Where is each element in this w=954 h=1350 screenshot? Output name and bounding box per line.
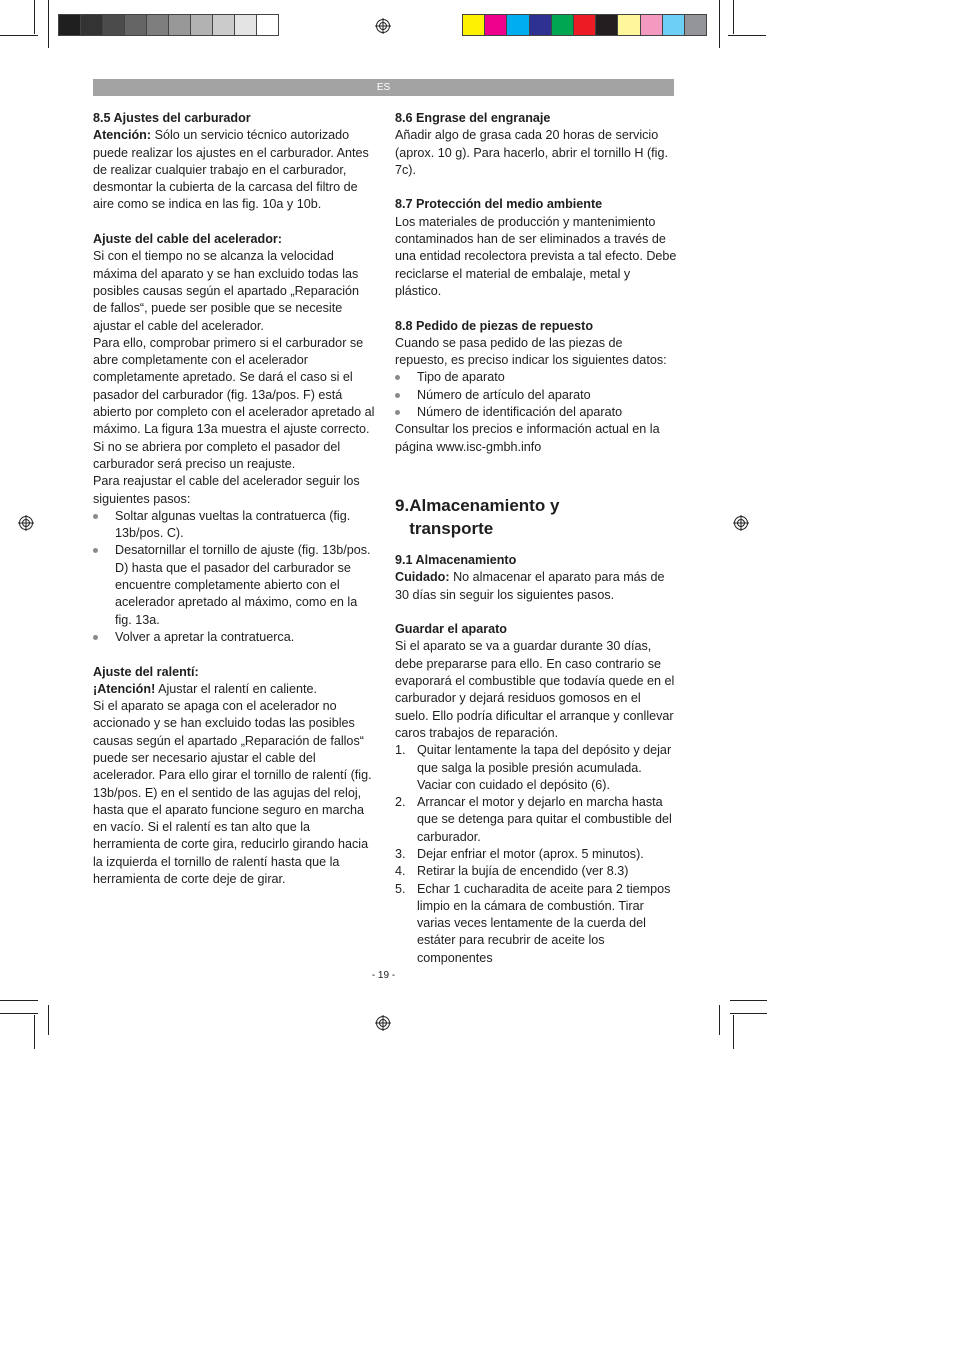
store-steps-list xyxy=(395,742,677,967)
color-swatch xyxy=(662,14,685,36)
color-swatch xyxy=(102,14,125,36)
crop-mark xyxy=(730,1013,767,1014)
section-9-1-text xyxy=(395,569,677,604)
idle-paragraph: Si el aparato se apaga con el acelerador no accionado y se han excluido todas las posibles causas según el apartado „Reparación de fallos“ puede ser necesario ajustar el cable del acelerador. Para ello girar el tornillo de ralentí (fig. 13b/pos. E) en el sentido de las agujas del reloj, hasta que el aparato funcione seguro en marcha en vacío. Si el ralentí es tan alto que la herramienta de corte gira, reducirlo girando hacia la izquierda el tornillo de ralentí hasta que la herramienta de corte deje de girar. xyxy=(93,699,372,887)
crop-mark xyxy=(48,1005,49,1035)
registration-mark-icon xyxy=(375,18,391,34)
list-item xyxy=(395,794,677,846)
color-swatch xyxy=(595,14,618,36)
crop-mark xyxy=(48,0,49,48)
list-item: Volver a apretar la contratuerca. xyxy=(93,629,375,646)
section-8-8-text: Cuando se pasa pedido de las piezas de repuesto, es preciso indicar los siguientes datos: xyxy=(395,335,667,368)
color-swatch xyxy=(462,14,485,36)
color-swatch xyxy=(506,14,529,36)
step-text: Retirar la bujía de encendido (ver 8.3) xyxy=(417,864,629,879)
list-item xyxy=(395,846,677,863)
step-number: 3. xyxy=(395,846,406,861)
crop-mark xyxy=(733,0,734,34)
crop-mark xyxy=(34,0,35,34)
list-item: Desatornillar el tornillo de ajuste (fig. 13b/pos. D) hasta que el pasador del carburador se encuentre completamente abierto con el acelerador apretado al máximo, como en la fig. 13a. xyxy=(93,542,375,628)
crop-mark xyxy=(730,1000,767,1001)
step-number: 1. xyxy=(395,743,406,758)
crop-mark xyxy=(719,0,720,48)
spare-parts-list xyxy=(395,369,677,421)
caution-text: No almacenar el aparato para más de 30 días sin seguir los siguientes pasos. xyxy=(395,570,665,602)
crop-mark xyxy=(0,35,38,36)
language-code: ES xyxy=(376,82,391,93)
step-text: Arrancar el motor y dejarlo en marcha hasta que se detenga para quitar el combustible del carburador. xyxy=(417,795,672,844)
list-item xyxy=(395,881,677,967)
section-8-5-text xyxy=(93,127,375,213)
step-number: 5. xyxy=(395,881,406,896)
color-swatch xyxy=(146,14,169,36)
left-column xyxy=(93,110,375,888)
chapter-9-heading xyxy=(395,494,677,540)
color-swatch xyxy=(573,14,596,36)
crop-mark xyxy=(0,1000,38,1001)
color-swatch xyxy=(617,14,640,36)
color-swatch xyxy=(640,14,663,36)
attention-label: Atención: xyxy=(93,128,152,143)
section-8-7-title: 8.7 Protección del medio ambiente xyxy=(395,197,603,212)
right-column xyxy=(395,110,677,967)
language-bar xyxy=(93,79,674,96)
step-number: 4. xyxy=(395,864,406,879)
cable-paragraph-3: Para reajustar el cable del acelerador seguir los siguientes pasos: xyxy=(93,474,360,506)
caution-label: Cuidado: xyxy=(395,570,450,585)
color-swatch xyxy=(212,14,235,36)
color-swatch xyxy=(190,14,213,36)
list-item: Soltar algunas vueltas la contratuerca (fig. 13b/pos. C). xyxy=(93,508,375,543)
attention-text: Sólo un servicio técnico autorizado puede realizar los ajustes en el carburador. Antes de realizar cualquier trabajo en el carburador, desmontar la cubierta de la carcasa del filtro de aire como se indica en las fig. 10a y 10b. xyxy=(93,128,369,212)
registration-mark-icon xyxy=(375,1015,391,1031)
section-8-8-title: 8.8 Pedido de piezas de repuesto xyxy=(395,318,594,333)
registration-mark-icon xyxy=(18,515,34,531)
list-item: Número de artículo del aparato xyxy=(395,387,677,404)
section-8-6-title: 8.6 Engrase del engranaje xyxy=(395,111,551,125)
cable-title: Ajuste del cable del acelerador: xyxy=(93,232,282,247)
chapter-number: 9. xyxy=(395,495,410,515)
step-number: 2. xyxy=(395,795,406,810)
color-swatch xyxy=(684,14,707,36)
cable-steps-list xyxy=(93,508,375,646)
crop-mark xyxy=(719,1005,720,1035)
step-text: Quitar lentamente la tapa del depósito y dejar que salga la posible presión acumulada. Vaciar con cuidado el depósito (6). xyxy=(417,743,672,792)
color-swatch xyxy=(124,14,147,36)
section-8-6-text: Añadir algo de grasa cada 20 horas de servicio (aprox. 10 g). Para hacerlo, abrir el tornillo H (fig. 7c). xyxy=(395,128,668,177)
color-calibration-strip xyxy=(462,14,706,36)
color-swatch xyxy=(529,14,552,36)
list-item xyxy=(395,742,677,794)
crop-mark xyxy=(733,1015,734,1049)
crop-mark xyxy=(0,1013,38,1014)
color-swatch xyxy=(551,14,574,36)
idle-attention xyxy=(93,681,375,698)
registration-mark-icon xyxy=(733,515,749,531)
crop-mark xyxy=(728,35,766,36)
cable-paragraph-2: Para ello, comprobar primero si el carburador se abre completamente con el acelerador completamente apretado. Se dará el caso si el pasador del carburador (fig. 13a/pos. F) está abierto por completo con el acelerador apretado al máximo. La figura 13a muestra el ajuste correcto. Si no se abriera por completo el pasador del carburador será preciso un reajuste. xyxy=(93,335,375,471)
store-title: Guardar el aparato xyxy=(395,622,507,637)
list-item: Número de identificación del aparato xyxy=(395,404,677,421)
chapter-title: Almacenamiento y transporte xyxy=(409,495,560,538)
section-9-1-title: 9.1 Almacenamiento xyxy=(395,552,517,567)
color-swatch xyxy=(168,14,191,36)
section-8-8-footer: Consultar los precios e información actual en la página www.isc-gmbh.info xyxy=(395,422,660,454)
crop-mark xyxy=(34,1015,35,1049)
store-text: Si el aparato se va a guardar durante 30 días, debe prepararse para ello. En caso contrario se evaporará el combustible que todavía quede en el carburador y dejará residuos gomosos en el suelo. Ello podría dificultar el arranque y conllevar caros trabajos de reparación. xyxy=(395,639,675,740)
list-item xyxy=(395,863,677,880)
page-number: - 19 - xyxy=(371,970,396,981)
attention-text: Ajustar el ralentí en caliente. xyxy=(155,681,317,696)
color-swatch xyxy=(256,14,279,36)
list-item: Tipo de aparato xyxy=(395,369,677,386)
step-text: Dejar enfriar el motor (aprox. 5 minutos). xyxy=(417,846,644,861)
attention-label: ¡Atención! xyxy=(93,681,156,696)
section-8-7-text: Los materiales de producción y mantenimiento contaminados han de ser eliminados a través de una entidad recolectora prevista a tal efecto. Debe reciclarse el material de embalaje, metal y plástico. xyxy=(395,214,677,298)
color-swatch xyxy=(80,14,103,36)
cable-paragraph-1: Si con el tiempo no se alcanza la velocidad máxima del aparato y se han excluido todas las posibles causas según el apartado „Reparación de fallos“, puede ser posible que se necesite ajustar el cable del acelerador. xyxy=(93,249,360,333)
color-swatch xyxy=(484,14,507,36)
color-swatch xyxy=(58,14,81,36)
idle-title: Ajuste del ralentí: xyxy=(93,664,199,679)
section-8-5-title: 8.5 Ajustes del carburador xyxy=(93,111,251,125)
step-text: Echar 1 cucharadita de aceite para 2 tiempos limpio en la cámara de combustión. Tirar varias veces lentamente de la cuerda del estáter para recubrir de aceite los componentes xyxy=(417,881,671,965)
gray-calibration-strip xyxy=(58,14,278,36)
color-swatch xyxy=(234,14,257,36)
